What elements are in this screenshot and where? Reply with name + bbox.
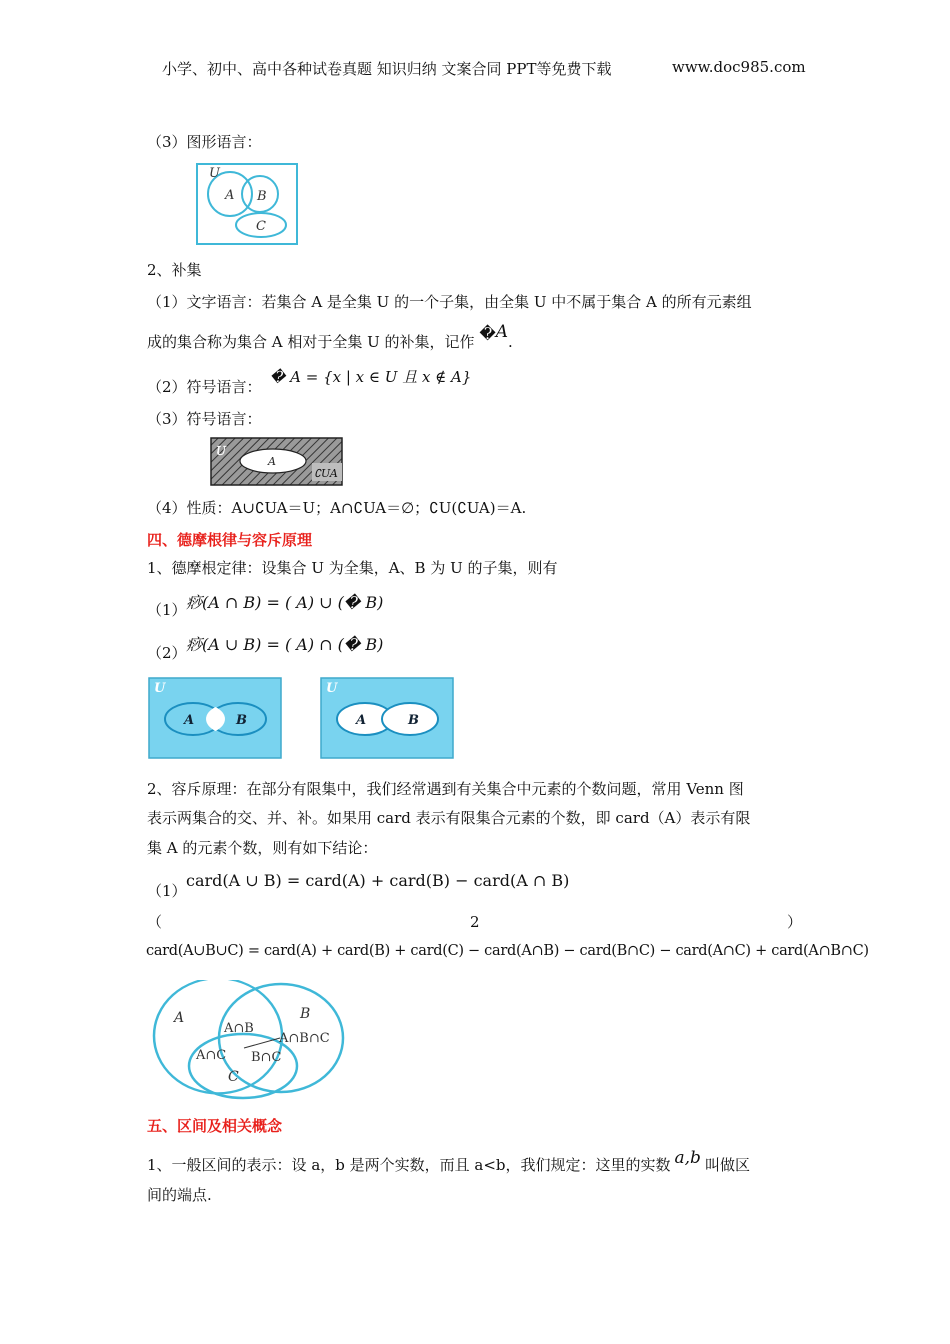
complement-properties: （4）性质：A∪∁UA＝U；A∩∁UA＝∅；∁U(∁UA)＝A. <box>147 499 527 517</box>
section4-title: 四、德摩根律与容斥原理 <box>147 531 313 549</box>
complement-def-line1: （1）文字语言：若集合 A 是全集 U 的一个子集，由全集 U 中不属于集合 A 的所有元素组 <box>147 293 752 311</box>
complement-figure-label: （3）符号语言： <box>147 410 262 428</box>
interval-line2: 间的端点. <box>147 1186 212 1204</box>
inclusion-line1: 2、容斥原理：在部分有限集中，我们经常遇到有关集合中元素的个数问题，常用 Venn 图 <box>147 780 744 798</box>
inclusion-c1: card(A ∪ B) = card(A) + card(B) − card(A ∩ B) <box>186 871 570 890</box>
inclusion-c1-label: （1） <box>147 882 187 900</box>
venn1-c-label: C <box>256 219 266 234</box>
demorgan-title: 1、德摩根定律：设集合 U 为全集，A、B 为 U 的子集，则有 <box>147 559 558 577</box>
venn3-bc-label: B∩C <box>251 1050 282 1065</box>
venn-three-sets <box>148 980 348 1102</box>
fig-left-b-label: B <box>236 713 247 728</box>
demorgan-f1: 痧(A ∩ B) = ( A) ∪ (� B) <box>186 593 384 612</box>
venn1-u-label: U <box>209 166 220 181</box>
inclusion-c2-number: 2 <box>470 913 480 931</box>
fig-right-a-label: A <box>356 713 367 728</box>
fig-right-u-label: U <box>326 681 338 696</box>
demorgan-f1-label: （1） <box>147 601 187 619</box>
fig-left-u-label: U <box>154 681 166 696</box>
inclusion-line3: 集 A 的元素个数，则有如下结论： <box>147 839 378 857</box>
venn3-ab-label: A∩B <box>224 1021 254 1036</box>
complement-notation-symbol: � <box>479 324 496 343</box>
demorgan-figure-right <box>320 677 454 759</box>
fig-right-b-label: B <box>408 713 419 728</box>
venn3-abc-label: A∩B∩C <box>279 1031 330 1046</box>
fig-u-label: U <box>216 444 227 458</box>
fig-left-a-label: A <box>184 713 195 728</box>
venn-abc-figure <box>195 162 300 247</box>
venn3-a-label: A <box>174 1010 185 1026</box>
venn3-c-label: C <box>228 1069 239 1085</box>
demorgan-figure-left <box>148 677 282 759</box>
venn1-a-label: A <box>225 188 235 203</box>
section5-title: 五、区间及相关概念 <box>147 1117 283 1135</box>
demorgan-f2: 痧(A ∪ B) = ( A) ∩ (� B) <box>186 635 384 654</box>
header-left: 小学、初中、高中各种试卷真题 知识归纳 文案合同 PPT等免费下载 <box>162 60 612 78</box>
complement-symbol-label: （2）符号语言： <box>147 378 262 396</box>
venn3-ac-label: A∩C <box>196 1048 227 1063</box>
complement-figure <box>210 437 344 487</box>
fig-a-label: A <box>268 455 276 468</box>
fig-cua-label: ∁UA <box>314 467 338 480</box>
inclusion-line2: 表示两集合的交、并、补。如果用 card 表示有限集合元素的个数，即 card（A）表示有限 <box>147 809 751 827</box>
endpoint-ab: a,b <box>674 1148 701 1168</box>
complement-def-line2: 成的集合称为集合 A 相对于全集 U 的补集，记作 �A. <box>147 322 513 351</box>
graph-language-label: （3）图形语言： <box>147 133 262 151</box>
inclusion-c2-close: ） <box>787 913 803 931</box>
header-right: www.doc985.com <box>672 58 806 76</box>
inclusion-c2-open: （ <box>147 913 163 931</box>
complement-symbol-formula: � A = {x | x ∈ U 且 x ∉ A} <box>270 368 472 386</box>
demorgan-f2-label: （2） <box>147 644 187 662</box>
complement-title: 2、补集 <box>147 261 202 279</box>
interval-line1: 1、一般区间的表示：设 a，b 是两个实数，而且 a<b，我们规定：这里的实数 a,b 叫做区 <box>147 1148 750 1174</box>
venn1-b-label: B <box>257 189 267 204</box>
inclusion-c2: card(A∪B∪C) = card(A) + card(B) + card(C) − card(A∩B) − card(B∩C) − card(A∩C) + card(A∩B∩C) <box>146 943 869 959</box>
venn3-b-label: B <box>300 1006 311 1022</box>
